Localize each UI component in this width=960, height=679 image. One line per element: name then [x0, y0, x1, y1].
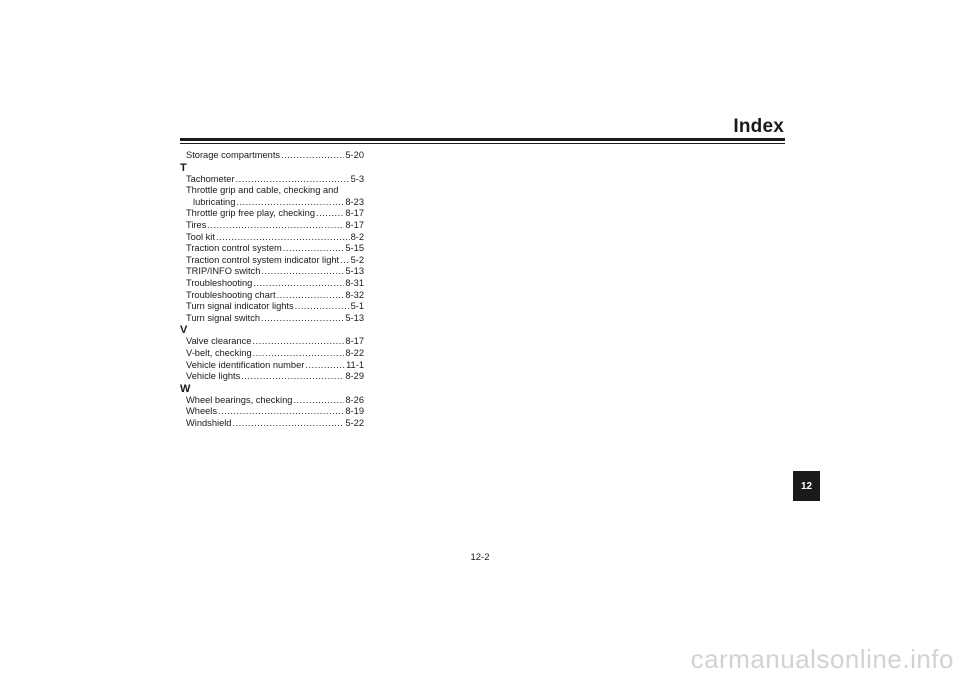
dot-leader [281, 150, 344, 162]
index-entry-label: Wheels [186, 406, 218, 417]
dot-leader [261, 313, 344, 325]
index-entry [186, 255, 364, 267]
index-entry-page: 5-2 [350, 254, 364, 265]
index-entry-page: 5-15 [345, 243, 364, 254]
index-letter-heading: W [180, 382, 191, 395]
dot-leader [218, 406, 344, 418]
index-entry-page: 8-17 [345, 336, 364, 347]
index-entry-label: Tachometer [186, 173, 235, 184]
index-entry [186, 232, 364, 244]
index-column [180, 150, 364, 429]
index-entry-page: 11-1 [346, 359, 364, 370]
index-entry-label: Turn signal indicator lights [186, 301, 294, 312]
index-entry [186, 418, 364, 430]
header-rule-thick [180, 138, 785, 141]
dot-leader [293, 395, 344, 407]
chapter-tab: 12 [793, 471, 820, 501]
index-entry [186, 406, 364, 418]
dot-leader [295, 301, 350, 313]
index-entry-label: Tool kit [186, 231, 215, 242]
dot-leader [207, 220, 344, 232]
page-number: 12-2 [470, 552, 490, 563]
index-entry-page: 8-22 [345, 347, 364, 358]
index-entry [186, 266, 364, 278]
index-entry-page: 5-20 [345, 150, 364, 160]
index-entry-label: Throttle grip and cable, checking and [186, 185, 339, 196]
index-entry [186, 220, 364, 232]
index-entry-page: 8-17 [345, 219, 364, 230]
index-entry-label: V-belt, checking [186, 347, 252, 358]
index-entry-page: 8-26 [345, 394, 364, 405]
index-entry-label: lubricating [193, 196, 236, 207]
index-entry [186, 336, 364, 348]
index-entry-label: Tires [186, 219, 207, 230]
index-entry [186, 360, 364, 372]
page-title: Index [733, 116, 784, 137]
index-entry [186, 395, 364, 407]
index-entry-label: Windshield [186, 417, 232, 428]
watermark: carmanualsonline.info [690, 644, 954, 674]
index-entry-label: Troubleshooting chart [186, 289, 276, 300]
index-entry [186, 348, 364, 360]
index-entry-page: 8-2 [350, 231, 364, 242]
index-entry-page: 8-23 [345, 196, 364, 207]
dot-leader [283, 243, 345, 255]
dot-leader [236, 197, 344, 209]
index-entry-label: Storage compartments [186, 150, 281, 160]
index-entry-page: 5-13 [345, 266, 364, 277]
index-entry [186, 150, 364, 162]
index-entry [186, 290, 364, 302]
dot-leader [232, 418, 344, 430]
index-letter-heading: V [180, 324, 188, 337]
index-entry-label: Valve clearance [186, 336, 252, 347]
index-entry-page: 8-19 [345, 406, 364, 417]
dot-leader [261, 266, 344, 278]
dot-leader [340, 255, 349, 267]
index-entry [186, 313, 364, 325]
index-entry [186, 208, 364, 220]
index-entry-label: Traction control system indicator light [186, 254, 340, 265]
index-entry [186, 278, 364, 290]
index-entry-page: 5-1 [350, 301, 364, 312]
index-entry-label: Vehicle lights [186, 371, 241, 382]
header-rule-thin [180, 143, 785, 144]
index-entry-label: TRIP/INFO switch [186, 266, 261, 277]
index-entry-page: 8-32 [345, 289, 364, 300]
dot-leader [316, 208, 344, 220]
dot-leader [241, 371, 344, 383]
index-entry [186, 243, 364, 255]
index-entry-page: 8-29 [345, 371, 364, 382]
index-entry-page: 8-31 [345, 277, 364, 288]
index-entry-page: 5-13 [345, 312, 364, 323]
index-entry [186, 174, 364, 186]
index-entry [186, 371, 364, 383]
index-entry [186, 197, 364, 209]
dot-leader [253, 348, 345, 360]
index-entry-page: 5-22 [345, 417, 364, 428]
dot-leader [252, 336, 344, 348]
index-entry-label: Traction control system [186, 243, 282, 254]
dot-leader [216, 232, 350, 244]
index-entry-label: Vehicle identification number [186, 359, 305, 370]
index-entry-page: 8-17 [345, 208, 364, 219]
index-entry [186, 301, 364, 313]
index-entry-label: Throttle grip free play, checking [186, 208, 316, 219]
index-entry-page: 5-3 [350, 173, 364, 184]
dot-leader [253, 278, 344, 290]
dot-leader [236, 174, 350, 186]
index-entry-label: Turn signal switch [186, 312, 261, 323]
dot-leader [277, 290, 345, 302]
dot-leader [305, 360, 345, 372]
index-entry-label: Troubleshooting [186, 277, 253, 288]
index-letter-heading: T [180, 161, 187, 174]
index-entry-label: Wheel bearings, checking [186, 394, 293, 405]
